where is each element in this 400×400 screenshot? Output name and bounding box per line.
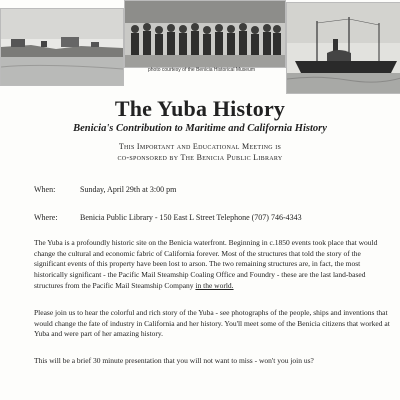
where-row xyxy=(34,213,302,222)
page-subtitle: Benicia's Contribution to Maritime and California History xyxy=(73,123,327,134)
where-label: Where: xyxy=(34,213,58,222)
header-photo-strip xyxy=(0,0,400,96)
page-title: The Yuba History xyxy=(114,96,286,121)
sponsor-line-2: co-sponsored by The Benicia Public Library xyxy=(117,153,283,162)
when-value: Sunday, April 29th at 3:00 pm xyxy=(80,185,177,194)
when-row xyxy=(34,185,176,194)
photo-caption: photo courtesy of the Benicia Historical Museum xyxy=(148,67,255,73)
paragraph-closing: This will be a brief 30 minute presentation that you will not want to miss - won't you join us? xyxy=(34,356,314,365)
paragraph-history-underlined: in the world. xyxy=(195,280,234,290)
paragraph-history-text: The Yuba is a profoundly historic site on the Benicia waterfront. Beginning in c.1850 events took place that would change the cultural and economic fabric of California forever. Most of the structures that told the story of the significant events of this property have been lost to arson. The two remaining structures are, in fact, the most historically significant - the Pacific Mail Steamship Coaling Office and Foundry - these are the last land-based structures from the Pacific Mail Steamship Company xyxy=(34,238,378,290)
steamship-photo xyxy=(286,2,400,94)
paragraph-history xyxy=(34,238,394,292)
waterfront-photo xyxy=(0,8,124,86)
sponsor-line-1: This Important and Educational Meeting is xyxy=(118,142,282,151)
paragraph-invitation: Please join us to hear the colorful and rich story of the Yuba - see photographs of the people, ships and inventions that would change the fate of industry in California and her history. You'll meet some of the Benicia citizens that worked at Yuba and were part of her amazing history. xyxy=(34,308,390,339)
where-value: Benicia Public Library - 150 East L Street Telephone (707) 746-4343 xyxy=(80,213,302,222)
crowd-photo xyxy=(124,0,286,68)
when-label: When: xyxy=(34,185,56,194)
